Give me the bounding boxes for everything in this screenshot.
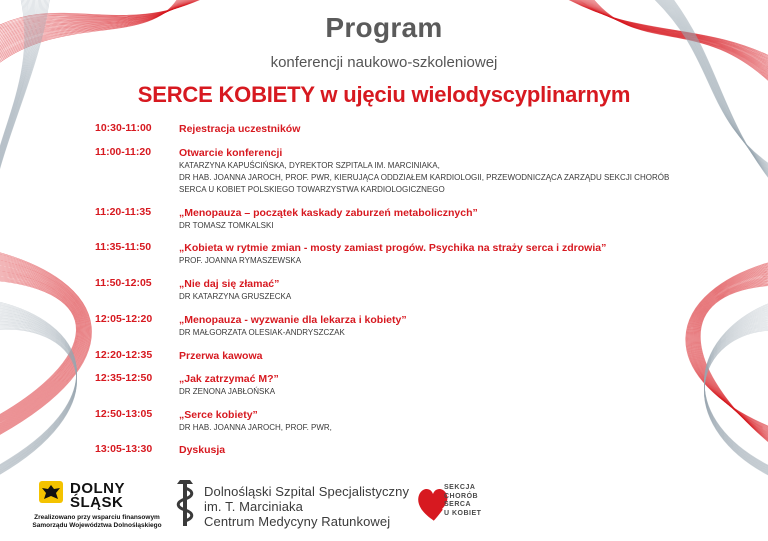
schedule-time: 11:00-11:20 bbox=[95, 146, 152, 158]
schedule-time: 11:50-12:05 bbox=[95, 277, 152, 289]
hospital-name-line3: Centrum Medycyny Ratunkowej bbox=[204, 514, 391, 529]
caduceus-icon bbox=[172, 478, 198, 528]
schedule-content bbox=[179, 349, 734, 363]
schedule-time: 12:05-12:20 bbox=[95, 313, 153, 325]
session-speaker: DR ZENONA JABŁOŃSKA bbox=[179, 387, 276, 396]
session-speaker: PROF. JOANNA RYMASZEWSKA bbox=[179, 256, 302, 265]
hospital-name-line2: im. T. Marciniaka bbox=[204, 499, 303, 514]
schedule-time: 12:20-12:35 bbox=[95, 349, 153, 361]
section-line4: U KOBIET bbox=[444, 509, 482, 517]
schedule-time: 10:30-11:00 bbox=[95, 122, 152, 134]
session-speaker: DR KATARZYNA GRUSZECKA bbox=[179, 292, 292, 301]
conference-title: SERCE KOBIETY w ujęciu wielodyscyplinarnym bbox=[137, 82, 631, 107]
funding-note-line1: Zrealizowano przy wsparciu finansowym bbox=[34, 514, 160, 521]
session-title: „Menopauza – początek kaskady zaburzeń metabolicznych” bbox=[179, 207, 478, 219]
session-title: „Serce kobiety” bbox=[179, 409, 258, 421]
schedule-content bbox=[179, 277, 734, 303]
funding-note-line2: Samorządu Województwa Dolnośląskiego bbox=[32, 522, 162, 529]
session-title: „Nie daj się złamać” bbox=[179, 278, 280, 290]
session-title: Rejestracja uczestników bbox=[179, 123, 301, 135]
session-title: Dyskusja bbox=[179, 444, 226, 456]
session-speaker: DR TOMASZ TOMKALSKI bbox=[179, 221, 274, 230]
schedule-time: 11:20-11:35 bbox=[95, 206, 152, 218]
schedule-time: 12:35-12:50 bbox=[95, 372, 153, 384]
page-subtitle: konferencji naukowo-szkoleniowej bbox=[270, 54, 498, 71]
dolny-slask-line2: ŚLĄSK bbox=[70, 494, 124, 511]
schedule-time: 12:50-13:05 bbox=[95, 408, 153, 420]
session-title: „Menopauza - wyzwanie dla lekarza i kobiety” bbox=[179, 314, 407, 326]
schedule-content bbox=[179, 146, 734, 196]
schedule-content bbox=[179, 241, 734, 267]
section-line1: SEKCJA bbox=[444, 484, 476, 491]
session-speaker: DR HAB. JOANNA JAROCH, PROF. PWR, bbox=[179, 423, 332, 432]
session-title: Otwarcie konferencji bbox=[179, 147, 283, 159]
session-speaker: DR MAŁGORZATA OLESIAK-ANDRYSZCZAK bbox=[179, 328, 345, 337]
session-speaker: SERCA U KOBIET POLSKIEGO TOWARZYSTWA KARDIOLOGICZNEGO bbox=[179, 185, 445, 194]
schedule-content bbox=[179, 408, 734, 434]
schedule-content bbox=[179, 443, 734, 457]
page-title: Program bbox=[325, 12, 443, 43]
dolny-slask-line1: DOLNY bbox=[70, 480, 125, 497]
session-title: „Jak zatrzymać M?” bbox=[179, 373, 279, 385]
schedule-content bbox=[179, 122, 734, 136]
hospital-name-line1: Dolnośląski Szpital Specjalistyczny bbox=[204, 484, 410, 499]
schedule-content bbox=[179, 206, 734, 232]
session-title: Przerwa kawowa bbox=[179, 350, 263, 362]
schedule-time: 13:05-13:30 bbox=[95, 443, 153, 455]
eagle-crest-icon bbox=[38, 480, 64, 504]
session-speaker: DR HAB. JOANNA JAROCH, PROF. PWR, KIERUJĄCA ODDZIAŁEM KARDIOLOGII, PRZEWODNICZĄCA ZARZĄDU SEKCJI CHORÓB bbox=[179, 173, 670, 182]
schedule-content bbox=[179, 372, 734, 398]
session-title: „Kobieta w rytmie zmian - mosty zamiast progów. Psychika na straży serca i zdrowia” bbox=[179, 242, 607, 254]
section-line3: SERCA bbox=[444, 501, 472, 508]
schedule-content bbox=[179, 313, 734, 339]
schedule-time: 11:35-11:50 bbox=[95, 241, 152, 253]
section-line2: CHORÓB bbox=[444, 492, 479, 500]
session-speaker: KATARZYNA KAPUŚCIŃSKA, DYREKTOR SZPITALA IM. MARCINIAKA, bbox=[179, 161, 440, 170]
